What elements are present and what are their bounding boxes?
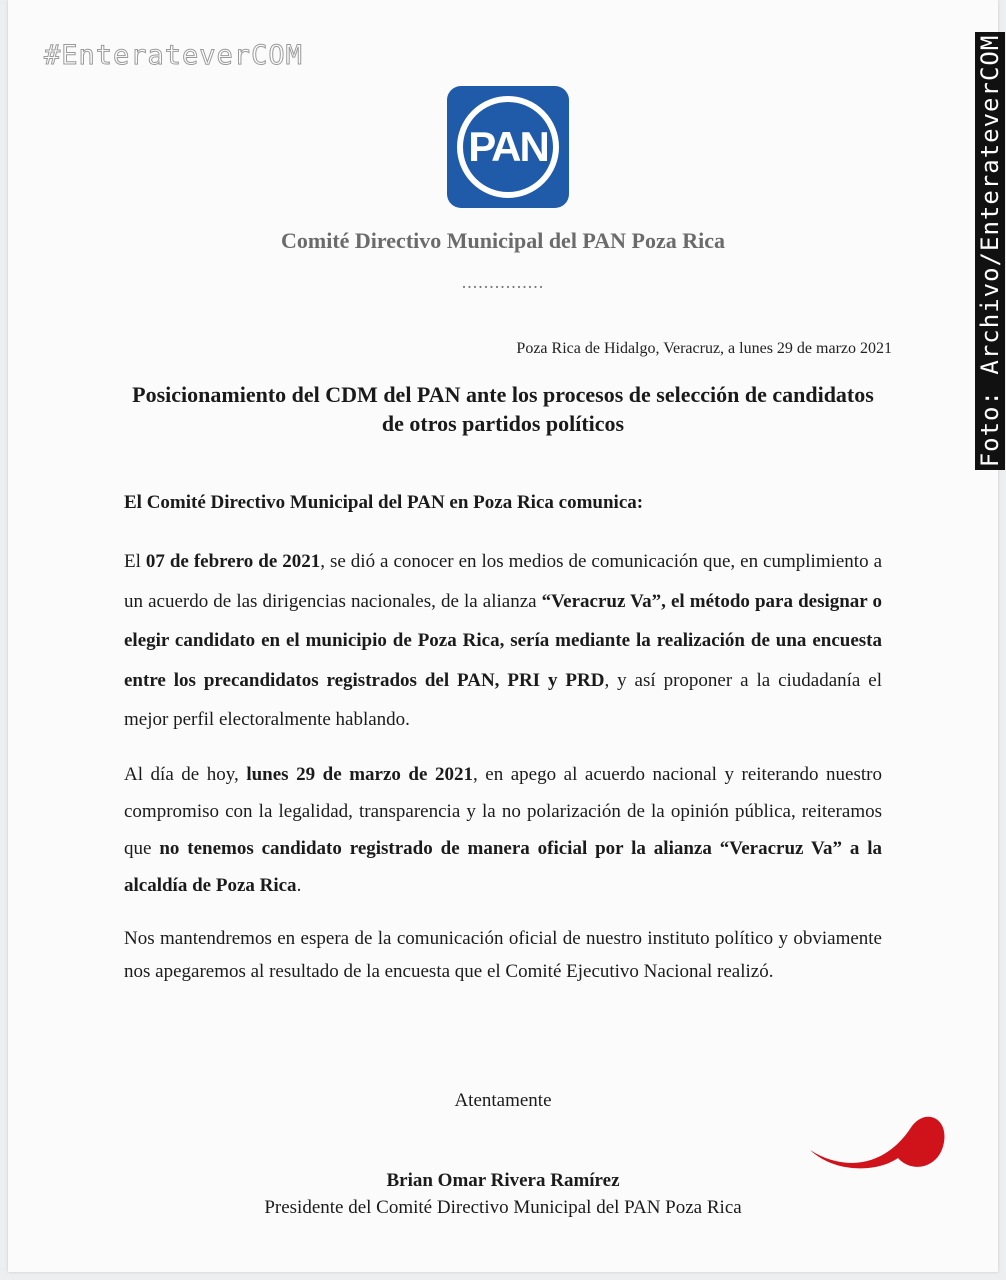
p2-text-a: Al día de hoy, <box>124 764 247 785</box>
p2-bold-statement: no tenemos candidato registrado de manera oficial por la alianza “Veracruz Va” a la alcaldía de Poza Rica <box>124 838 882 896</box>
p1-text-a: El <box>124 551 146 572</box>
date-line: Poza Rica de Hidalgo, Veracruz, a lunes 29 de marzo 2021 <box>516 340 892 357</box>
p1-text-e: , y así proponer a la ciudadanía el mejor perfil electoralmente hablando. <box>124 669 882 730</box>
paragraph-2 <box>124 756 882 904</box>
header-divider: ............... <box>461 272 545 292</box>
red-swoosh-logo <box>808 1114 948 1176</box>
watermark-hashtag: #EnterateverCOM <box>44 40 303 71</box>
p1-bold-date: 07 de febrero de 2021 <box>145 551 321 572</box>
logo-text: PAN <box>468 123 548 170</box>
signer-role: Presidente del Comité Directivo Municipal del PAN Poza Rica <box>264 1197 742 1218</box>
closing-line: Atentamente <box>454 1090 552 1111</box>
p2-text-c: , en apego al acuerdo nacional y reiterando nuestro compromiso con la legalidad, transparencia y la no polarización de la opinión pública, reiteramos que <box>124 764 882 859</box>
document-title: Posicionamiento del CDM del PAN ante los procesos de selección de candidatos de otros partidos políticos <box>132 382 874 436</box>
committee-heading: Comité Directivo Municipal del PAN Poza Rica <box>281 228 725 253</box>
intro-line: El Comité Directivo Municipal del PAN en Poza Rica comunica: <box>124 492 644 513</box>
signer-name: Brian Omar Rivera Ramírez <box>386 1170 620 1191</box>
p1-bold-method: “Veracruz Va”, el método para designar o elegir candidato en el municipio de Poza Rica, sería mediante la realización de una encuesta entre los precandidatos registrados del PAN, PRI y PRD <box>124 590 882 691</box>
p1-text-c: , se dió a conocer en los medios de comunicación que, en cumplimiento a un acuerdo de las dirigencias nacionales, de la alianza <box>124 551 882 612</box>
p2-bold-date: lunes 29 de marzo de 2021 <box>246 764 473 785</box>
paragraph-1 <box>124 542 882 740</box>
p2-text-e: . <box>296 875 302 896</box>
pan-logo <box>447 86 569 208</box>
paragraph-3: Nos mantendremos en espera de la comunicación oficial de nuestro instituto político y obviamente nos apegaremos al resultado de la encuesta que el Comité Ejecutivo Nacional realizó. <box>124 928 882 982</box>
photo-credit-text: Foto: Archivo/EnterateverCOM <box>976 34 1004 468</box>
